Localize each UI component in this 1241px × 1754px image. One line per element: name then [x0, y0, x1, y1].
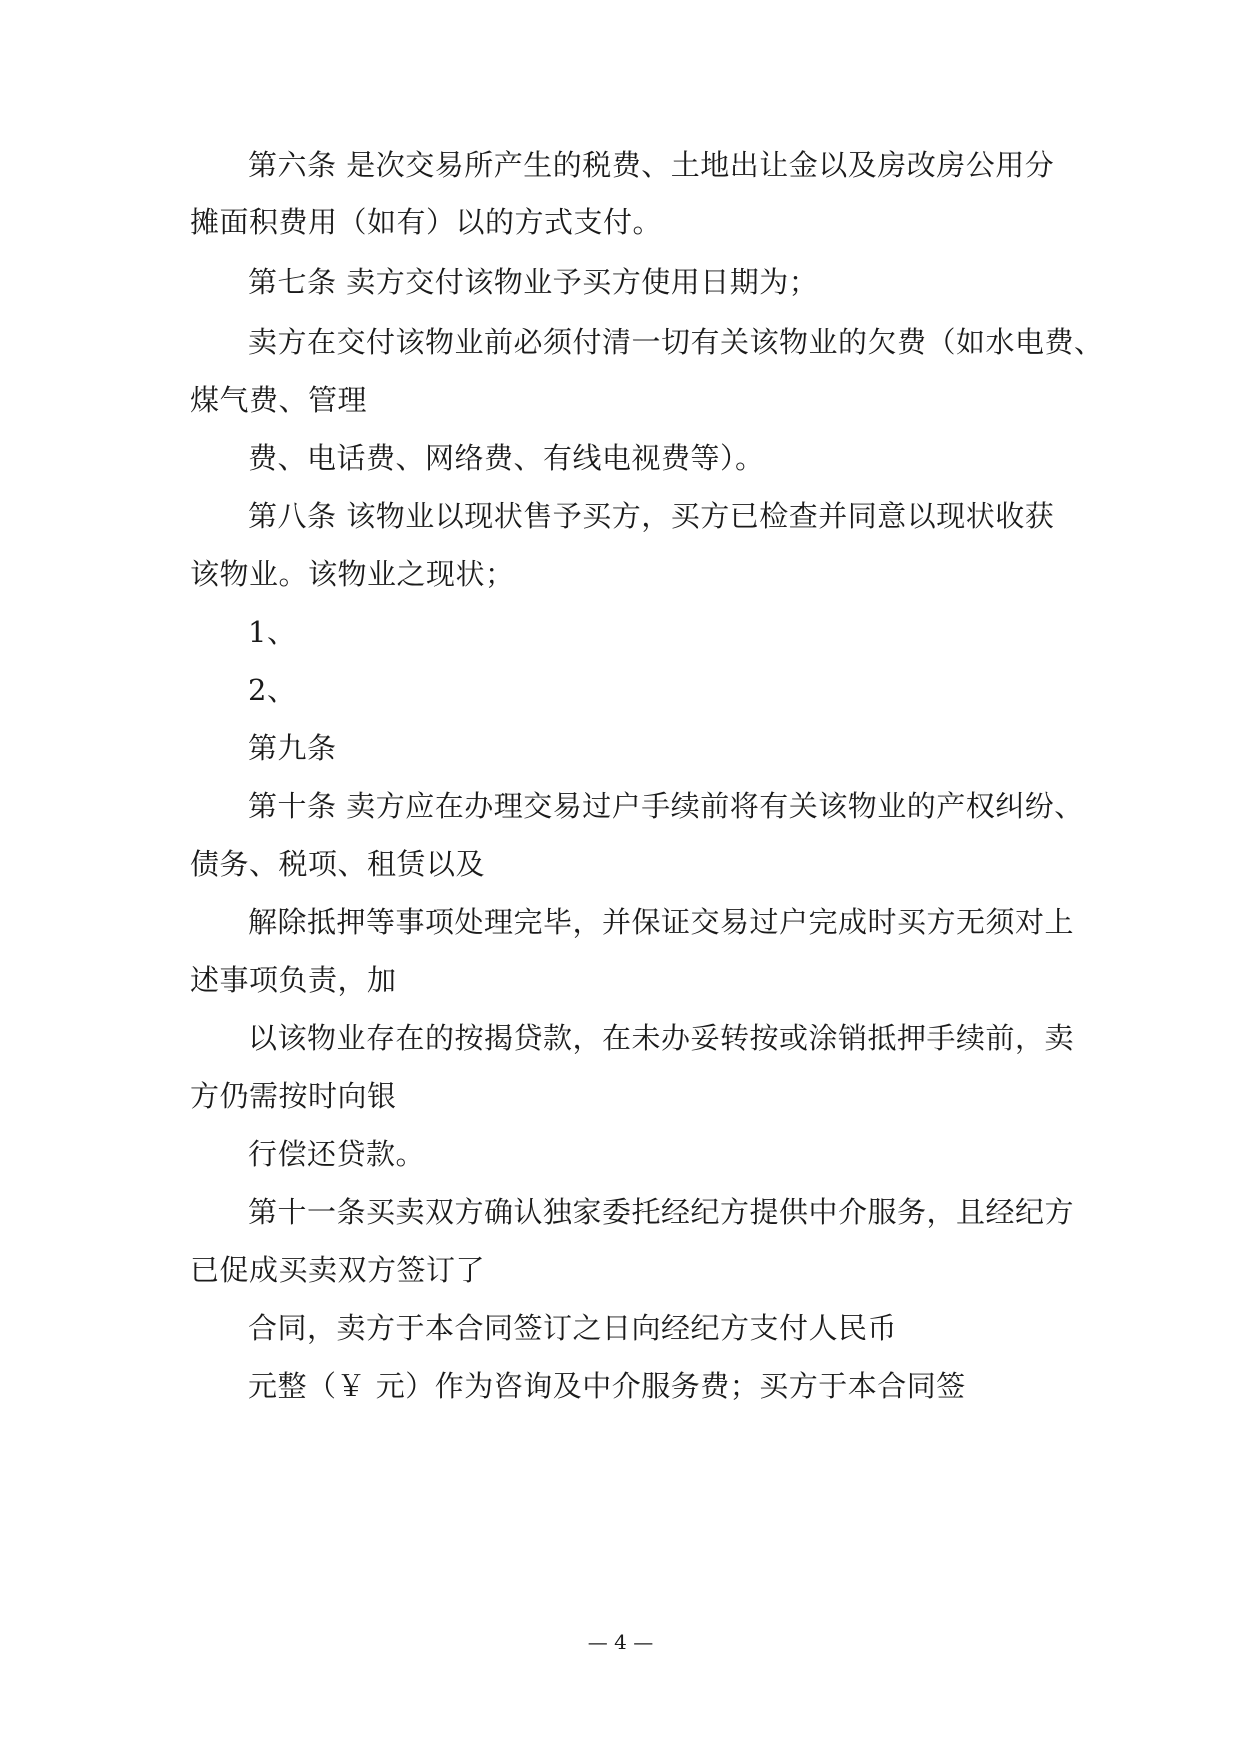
paragraph-line: 行偿还贷款。: [248, 1137, 426, 1171]
paragraph-line: 费、电话费、网络费、有线电视费等）。: [248, 441, 765, 475]
page-number: — 4 —: [587, 1630, 654, 1654]
paragraph-line: 方仍需按时向银: [190, 1079, 397, 1113]
paragraph-line: 第八条 该物业以现状售予买方，买方已检查并同意以现状收获: [248, 499, 1055, 533]
paragraph-line: 第十条 卖方应在办理交易过户手续前将有关该物业的产权纠纷、: [248, 789, 1084, 823]
paragraph-line: 债务、税项、租赁以及: [190, 847, 486, 881]
paragraph-line: 摊面积费用（如有）以的方式支付。: [190, 205, 663, 239]
paragraph-line: 元整（￥ 元）作为咨询及中介服务费；买方于本合同签: [248, 1369, 966, 1403]
list-item: 2、: [248, 673, 297, 707]
paragraph-line: 第六条 是次交易所产生的税费、土地出让金以及房改房公用分: [248, 148, 1055, 182]
paragraph-line: 第七条 卖方交付该物业予买方使用日期为；: [248, 265, 819, 299]
paragraph-line: 煤气费、管理: [190, 383, 368, 417]
paragraph-line: 第九条: [248, 731, 337, 765]
paragraph-line: 以该物业存在的按揭贷款，在未办妥转按或涂销抵押手续前，卖: [248, 1021, 1075, 1055]
paragraph-line: 第十一条买卖双方确认独家委托经纪方提供中介服务，且经纪方: [248, 1195, 1075, 1229]
list-item: 1、: [248, 615, 297, 649]
paragraph-line: 该物业。该物业之现状；: [190, 557, 515, 591]
paragraph-line: 合同，卖方于本合同签订之日向经纪方支付人民币: [248, 1311, 898, 1345]
paragraph-line: 解除抵押等事项处理完毕，并保证交易过户完成时买方无须对上: [248, 905, 1075, 939]
paragraph-line: 卖方在交付该物业前必须付清一切有关该物业的欠费（如水电费、: [248, 325, 1104, 359]
paragraph-line: 述事项负责，加: [190, 963, 397, 997]
paragraph-line: 已促成买卖双方签订了: [190, 1253, 486, 1287]
